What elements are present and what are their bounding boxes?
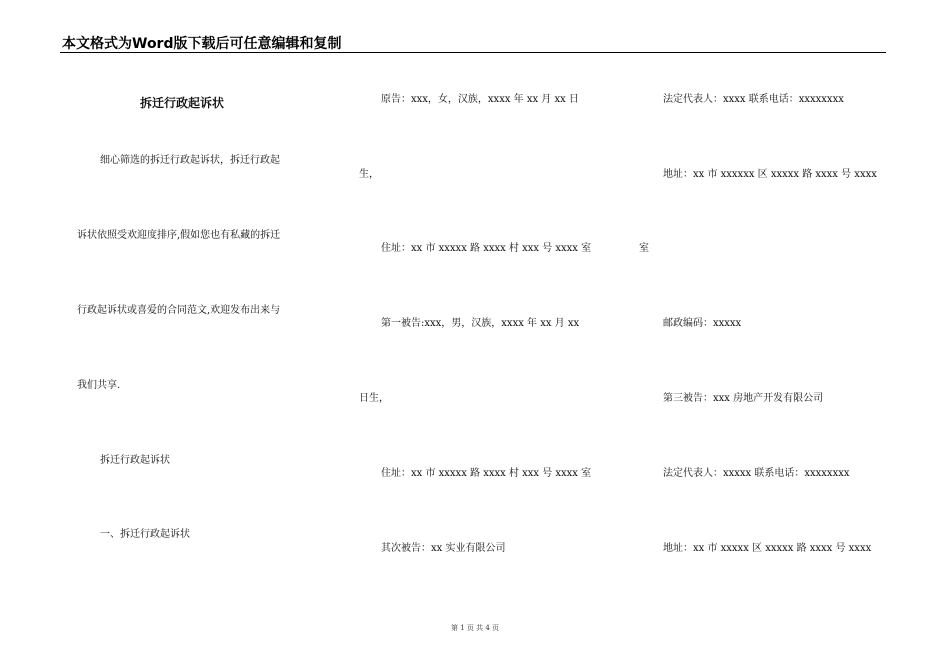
plaintiff-birth-line: 生， bbox=[359, 169, 379, 180]
third-defendant-representative-line: 法定代表人：xxxxx 联系电话：xxxxxxxx bbox=[663, 468, 850, 479]
document-title: 拆迁行政起诉状 bbox=[140, 96, 225, 110]
first-defendant-address-line: 住址：xx 市 xxxxx 路 xxxx 村 xxx 号 xxxx 室 bbox=[381, 468, 592, 479]
first-defendant-birth-line: 日生， bbox=[359, 393, 389, 404]
third-defendant-line: 第三被告：xxx 房地产开发有限公司 bbox=[663, 393, 824, 404]
left-paragraph-line: 诉状依照受欢迎度排序,假如您也有私藏的拆迁 bbox=[77, 230, 281, 241]
third-defendant-address-line: 地址：xx 市 xxxxx 区 xxxxx 路 xxxx 号 xxxx bbox=[663, 543, 872, 554]
header-divider bbox=[60, 52, 886, 53]
plaintiff-line: 原告：xxx，女，汉族，xxxx 年 xx 月 xx 日 bbox=[381, 94, 579, 105]
page-number-footer: 第 1 页 共 4 页 bbox=[450, 624, 500, 632]
left-subsection-heading: 一、拆迁行政起诉状 bbox=[100, 529, 190, 540]
plaintiff-address-line: 住址：xx 市 xxxxx 路 xxxx 村 xxx 号 xxxx 室 bbox=[381, 243, 592, 254]
left-paragraph-line: 行政起诉状或喜爱的合同范文,欢迎发布出来与 bbox=[77, 305, 281, 316]
address-line: 地址：xx 市 xxxxxx 区 xxxxx 路 xxxx 号 xxxx bbox=[663, 169, 877, 180]
first-defendant-line: 第一被告:xxx，男，汉族，xxxx 年 xx 月 xx bbox=[381, 318, 580, 329]
legal-representative-line: 法定代表人：xxxx 联系电话：xxxxxxxx bbox=[663, 94, 844, 105]
left-paragraph-line: 细心筛选的拆迁行政起诉状，拆迁行政起 bbox=[100, 155, 280, 166]
document-header-title: 本文格式为Word版下载后可任意编辑和复制 bbox=[62, 36, 342, 52]
left-section-heading: 拆迁行政起诉状 bbox=[100, 455, 170, 466]
postal-code-line: 邮政编码：xxxxx bbox=[663, 318, 742, 329]
left-paragraph-line: 我们共享. bbox=[77, 380, 121, 391]
address-continuation-line: 室 bbox=[639, 243, 649, 254]
second-defendant-line: 其次被告：xx 实业有限公司 bbox=[381, 543, 506, 554]
